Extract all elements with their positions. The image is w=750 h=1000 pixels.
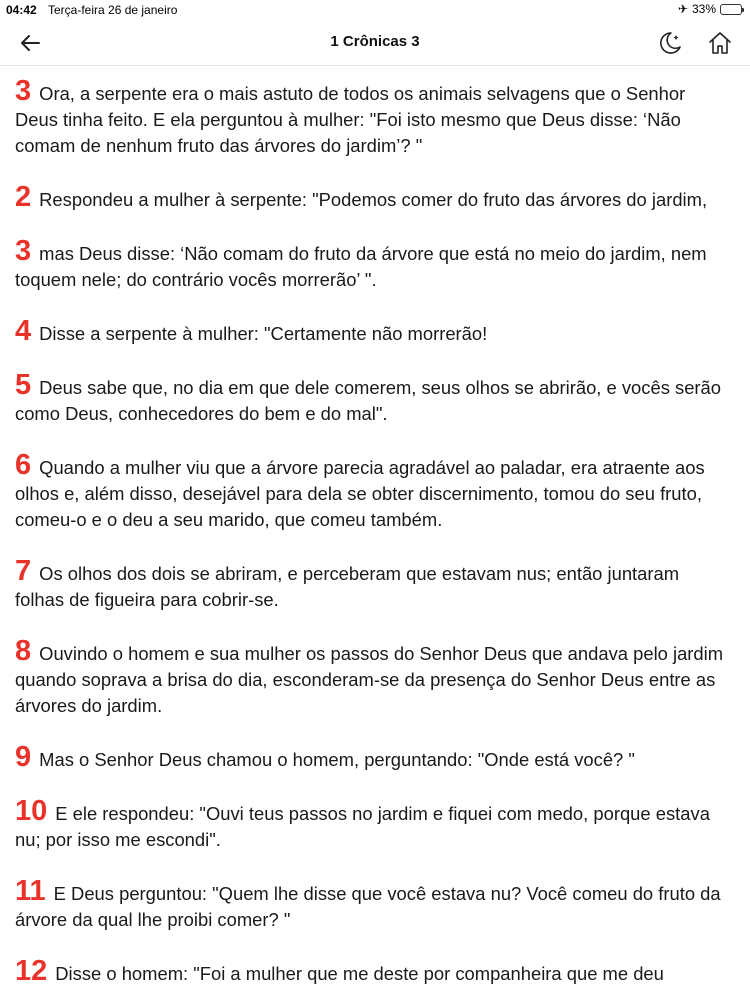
- verse[interactable]: [15, 955, 728, 987]
- status-bar: [0, 0, 750, 20]
- verse-text: Disse a serpente à mulher: "Certamente não morrerão!: [39, 323, 488, 344]
- moon-icon: [657, 30, 683, 56]
- verse-number: 3: [15, 235, 32, 267]
- verse-number: 6: [15, 449, 32, 481]
- verse-number: 7: [15, 555, 32, 587]
- verse-text: Quando a mulher viu que a árvore parecia agradável ao paladar, era atraente aos olhos e, além disso, desejável para dela se obter discernimento, tomou do seu fruto, comeu-o e o deu a seu marido, que comeu também.: [15, 457, 705, 530]
- verse[interactable]: [15, 555, 728, 613]
- status-right: [678, 2, 742, 16]
- verse-text: Deus sabe que, no dia em que dele comerem, seus olhos se abrirão, e vocês serão como Deus, conhecedores do bem e do mal".: [15, 377, 722, 424]
- verse-number: 5: [15, 369, 32, 401]
- battery-percent: 33%: [691, 2, 716, 16]
- verse-text: Ouvindo o homem e sua mulher os passos do Senhor Deus que andava pelo jardim quando soprava a brisa do dia, esconderam-se da presença do Senhor Deus entre as árvores do jardim.: [15, 643, 724, 716]
- verse[interactable]: [15, 181, 728, 213]
- verse-number: 10: [15, 795, 48, 827]
- status-time: 04:42: [6, 3, 37, 17]
- verse-number: 3: [15, 75, 32, 107]
- verse-text: Disse o homem: "Foi a mulher que me deste por companheira que me deu: [55, 963, 664, 984]
- verse[interactable]: [15, 315, 728, 347]
- airplane-icon: ✈: [677, 2, 688, 16]
- verse[interactable]: [15, 369, 728, 427]
- verse-number: 8: [15, 635, 32, 667]
- verse-text: Os olhos dos dois se abriram, e perceberam que estavam nus; então juntaram folhas de figueira para cobrir-se.: [15, 563, 680, 610]
- verse[interactable]: [15, 75, 728, 159]
- verse-number: 4: [15, 315, 32, 347]
- verse[interactable]: [15, 741, 728, 773]
- home-icon: [707, 30, 733, 56]
- verse[interactable]: [15, 795, 728, 853]
- nav-bar: [0, 20, 750, 66]
- page-title: 1 Crônicas 3: [330, 33, 420, 50]
- verse[interactable]: [15, 875, 728, 933]
- verse-text: mas Deus disse: ‘Não comam do fruto da árvore que está no meio do jardim, nem toquem nele; do contrário vocês morrerão’ ".: [15, 243, 707, 290]
- night-mode-button[interactable]: [656, 29, 684, 57]
- verse-list: [0, 66, 750, 1000]
- verse-text: Mas o Senhor Deus chamou o homem, perguntando: "Onde está você? ": [39, 749, 635, 770]
- verse-number: 2: [15, 181, 32, 213]
- verse-text: E Deus perguntou: "Quem lhe disse que você estava nu? Você comeu do fruto da árvore da qual lhe proibi comer? ": [15, 883, 721, 930]
- verse-text: E ele respondeu: "Ouvi teus passos no jardim e fiquei com medo, porque estava nu; por isso me escondi".: [15, 803, 710, 850]
- verse-number: 12: [15, 955, 48, 987]
- verse-text: Respondeu a mulher à serpente: "Podemos comer do fruto das árvores do jardim,: [39, 189, 708, 210]
- home-button[interactable]: [706, 29, 734, 57]
- battery-icon: [720, 4, 742, 15]
- verse[interactable]: [15, 449, 728, 533]
- status-date: Terça-feira 26 de janeiro: [48, 3, 178, 17]
- verse-number: 11: [15, 875, 46, 907]
- verse[interactable]: [15, 635, 728, 719]
- verse-number: 9: [15, 741, 32, 773]
- verse-text: Ora, a serpente era o mais astuto de todos os animais selvagens que o Senhor Deus tinha feito. E ela perguntou à mulher: "Foi isto mesmo que Deus disse: ‘Não comam de nenhum fruto das árvores do jardim’? ": [15, 83, 686, 156]
- verse[interactable]: [15, 235, 728, 293]
